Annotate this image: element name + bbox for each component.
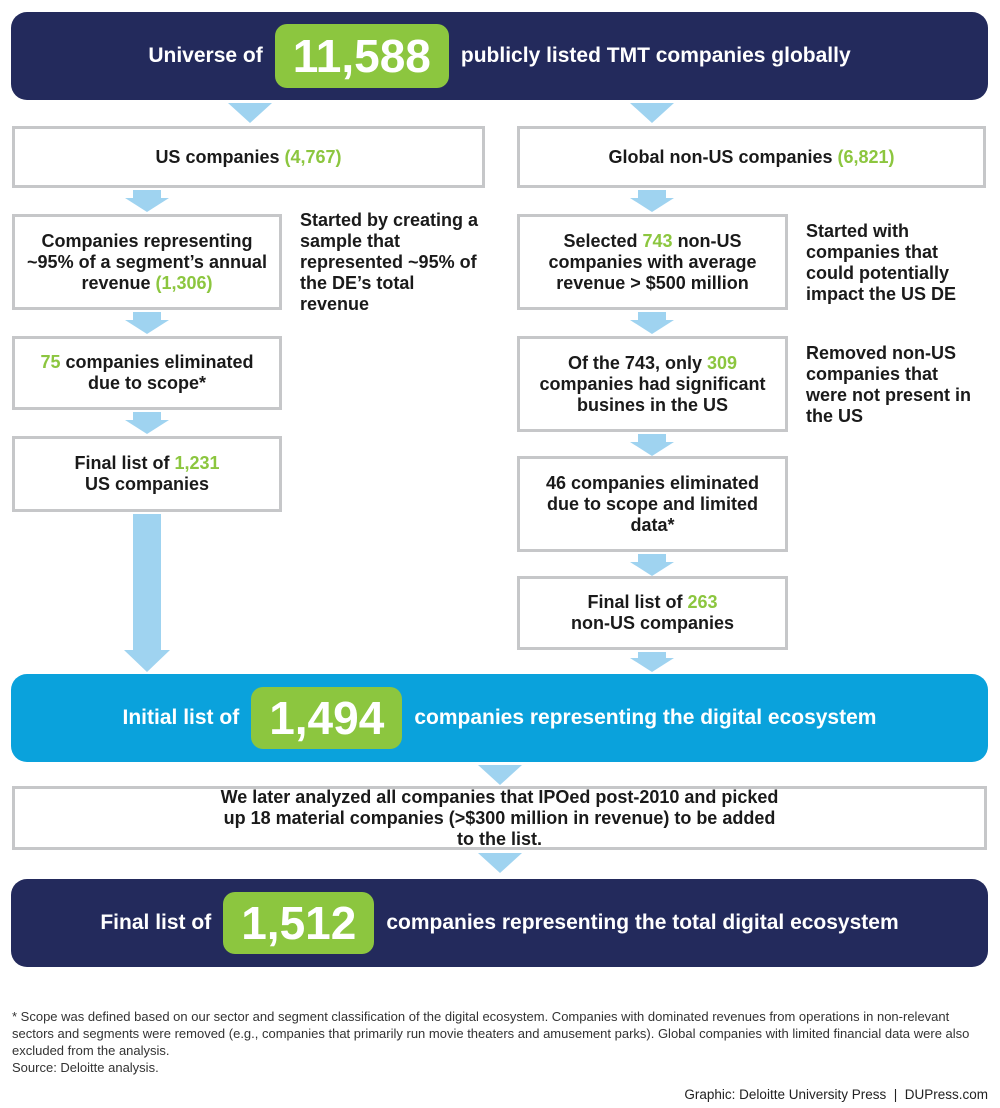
arrow-down-icon [125,190,169,212]
arrow-down-icon [630,652,674,672]
initial-list-number: 1,494 [251,687,402,749]
arrow-down-icon [478,853,522,873]
final-list-prefix: Final list of [100,911,212,934]
us-companies-count: (4,767) [284,146,342,167]
universe-suffix: publicly listed TMT companies globally [460,44,851,67]
final-list-suffix: companies representing the total digital ecosystem [386,911,899,934]
footnote-source: Source: Deloitte analysis. [12,1060,159,1075]
arrow-down-icon [630,434,674,456]
us-companies-box [12,126,485,188]
global-final-count: 263 [687,592,718,612]
us-eliminated-count: 75 [40,352,61,372]
global-companies-label: Global non-US companies [608,146,833,167]
global-final-suffix: non-US companies [570,613,735,633]
global-step-significant-box [517,336,788,432]
global-selected-suffix: non-US companies with average revenue > $500 million [548,230,757,293]
global-selected-prefix: Selected [563,230,638,251]
footnote [12,1008,972,1076]
global-final-prefix: Final list of [587,592,683,612]
us-final-count: 1,231 [174,453,220,473]
global-companies-box [517,126,986,188]
us-final-box [12,436,282,512]
us-step-eliminated-box [12,336,282,410]
us-eliminated-text: companies eliminated due to scope* [65,352,254,393]
arrow-down-icon [124,514,170,672]
arrow-down-icon [125,412,169,434]
initial-list-prefix: Initial list of [122,706,240,729]
arrow-down-icon [630,554,674,576]
us-step-revenue-box [12,214,282,310]
global-final-box [517,576,788,650]
us-step-revenue-text: Companies representing ~95% of a segment’s annual revenue [27,230,267,293]
universe-banner [11,12,988,100]
initial-list-suffix: companies representing the digital ecosystem [414,706,877,729]
us-final-suffix: US companies [84,474,210,494]
ipo-analysis-text: We later analyzed all companies that IPOed post-2010 and picked up 18 material companies (>$300 million in revenue) to be added to the list. [220,786,779,849]
final-list-number: 1,512 [223,892,374,954]
global-significant-count: 309 [707,352,738,373]
global-eliminated-text: 46 companies eliminated due to scope and limited data* [545,472,760,535]
graphic-credit: Graphic: Deloitte University Press | DUPress.com [684,1087,988,1102]
global-significant-suffix: companies had significant busines in the US [539,373,766,415]
initial-list-banner [11,674,988,762]
us-companies-label: US companies [155,146,280,167]
global-step-eliminated-box [517,456,788,552]
us-step-revenue-count: (1,306) [155,272,213,293]
global-step-selected-box [517,214,788,310]
arrow-down-icon [630,103,674,123]
universe-number: 11,588 [275,24,449,88]
global-significant-prefix: Of the 743, only [567,352,702,373]
arrow-down-icon [228,103,272,123]
arrow-down-icon [630,190,674,212]
arrow-down-icon [630,312,674,334]
global-selected-count: 743 [642,230,673,251]
universe-prefix: Universe of [148,44,263,67]
global-step-selected-note: Started with companies that could potentially impact the US DE [806,221,957,304]
global-step-significant-note: Removed non-US companies that were not present in the US [806,343,972,426]
arrow-down-icon [125,312,169,334]
global-companies-count: (6,821) [837,146,895,167]
us-step-revenue-note: Started by creating a sample that represented ~95% of the DE’s total revenue [300,210,479,314]
footnote-scope: * Scope was defined based on our sector and segment classification of the digital ecosystem. Companies with dominated revenues from operations in non-relevant sectors and segments were removed (e.g., companies that primarily run movie theaters and amusement parks). Global companies with limited financial data were also excluded from the analysis. [12,1009,970,1058]
us-final-prefix: Final list of [74,453,170,473]
final-list-banner [11,879,988,967]
arrow-down-icon [478,765,522,785]
ipo-analysis-box [12,786,987,850]
